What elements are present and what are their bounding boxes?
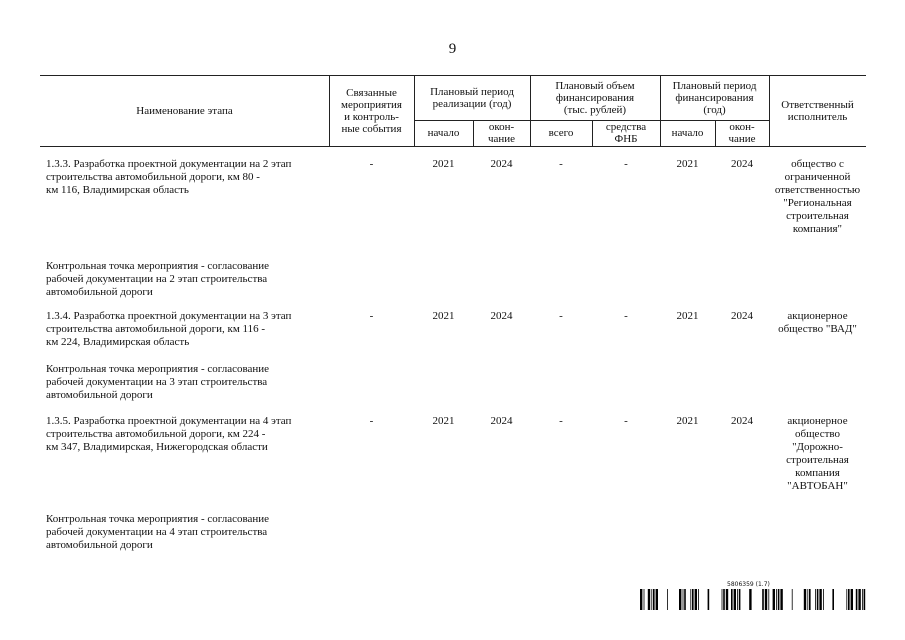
- col-impl-end-header: [473, 120, 530, 146]
- barcode-bar: [734, 589, 736, 610]
- cell-fnb: -: [624, 158, 628, 170]
- barcode-bar: [862, 589, 863, 610]
- stage-name-line: км 116, Владимирская область: [46, 184, 189, 196]
- barcode-bar: [723, 589, 725, 610]
- col-executor-header: [769, 76, 866, 146]
- cell-impl-end: 2024: [490, 158, 513, 170]
- header-line: и контроль-: [344, 111, 399, 123]
- barcode-bar: [726, 589, 728, 610]
- stage-name-line: строительства автомобильной дороги, км 116 -: [46, 323, 266, 335]
- cell-impl-start: 2021: [432, 310, 455, 322]
- page-number: 9: [448, 41, 457, 57]
- header-line: чание: [728, 133, 756, 145]
- barcode-bar: [684, 589, 686, 610]
- header-line: реализации (год): [432, 98, 512, 110]
- barcode-bar: [762, 589, 764, 610]
- col-impl-period-header: [414, 76, 530, 120]
- executor-line: ограниченной: [784, 171, 851, 183]
- checkpoint-line: автомобильной дороги: [46, 389, 153, 401]
- executor-line: строительная: [786, 454, 849, 466]
- header-line: финансирования: [675, 92, 754, 104]
- stage-name-line: 1.3.4. Разработка проектной документации на 3 этап: [46, 310, 292, 322]
- barcode-bar: [851, 589, 853, 610]
- cell-executor: [769, 310, 866, 336]
- barcode-bar: [823, 589, 824, 610]
- cell-total: -: [559, 415, 563, 427]
- cell-fin-end: 2024: [731, 158, 753, 170]
- col-fin-fnb-header: [592, 120, 660, 146]
- barcode-bar: [809, 589, 811, 610]
- barcode-bar: [692, 589, 694, 610]
- barcode-bar: [731, 589, 733, 610]
- barcode-bar: [819, 589, 821, 610]
- barcode-bar: [832, 589, 834, 610]
- cell-impl-start: 2021: [432, 158, 455, 170]
- header-line: средства: [605, 121, 647, 133]
- col-name-header: Наименование этапа: [136, 105, 233, 117]
- cell-related: -: [369, 415, 374, 427]
- executor-line: "Дорожно-: [792, 441, 843, 453]
- col-related-header: [329, 76, 414, 146]
- barcode-bar: [708, 589, 710, 610]
- barcode-bar: [737, 589, 738, 610]
- cell-related: -: [369, 310, 374, 322]
- barcode-bar: [848, 589, 850, 610]
- header-line: финансирования: [555, 92, 635, 104]
- barcode-bar: [640, 589, 642, 610]
- checkpoint: [46, 513, 291, 552]
- barcode-bar: [749, 589, 751, 610]
- checkpoint: [46, 260, 291, 299]
- barcode-bar: [653, 589, 655, 610]
- checkpoint: [46, 363, 291, 402]
- barcode-bar: [739, 589, 741, 610]
- stage-name: [46, 415, 301, 454]
- stage-name: [46, 310, 301, 349]
- executor-line: акционерное: [787, 310, 848, 322]
- header-line: Ответственный: [781, 99, 854, 111]
- checkpoint-line: рабочей документации на 3 этап строительства: [46, 376, 268, 388]
- header-line: Плановый период: [672, 80, 757, 92]
- col-fin-period-header: [660, 76, 769, 120]
- header-line: мероприятия: [341, 99, 402, 111]
- cell-executor: [769, 158, 866, 236]
- col-impl-start-header: начало: [427, 127, 460, 139]
- stage-name-line: строительства автомобильной дороги, км 80 -: [46, 171, 260, 183]
- barcode-bar: [778, 589, 780, 610]
- header-line: (тыс. рублей): [563, 104, 627, 116]
- header-line: окон-: [729, 121, 755, 133]
- barcode-bar: [644, 589, 645, 610]
- checkpoint-line: автомобильной дороги: [46, 539, 153, 551]
- cell-fin-end: 2024: [731, 310, 753, 322]
- barcode-bar: [792, 589, 793, 610]
- executor-line: общество с: [791, 158, 844, 170]
- cell-total: -: [559, 158, 563, 170]
- col-fin-start-header: начало: [671, 127, 704, 139]
- checkpoint-line: рабочей документации на 4 этап строительства: [46, 526, 268, 538]
- barcode-bar: [722, 589, 723, 610]
- barcode-bar: [695, 589, 697, 610]
- barcode-number: 5806359 (1.7): [727, 581, 770, 588]
- barcode-bar: [815, 589, 816, 610]
- header-line: окон-: [488, 121, 515, 133]
- barcode-bar: [858, 589, 860, 610]
- cell-total: -: [559, 310, 563, 322]
- barcode-bar: [690, 589, 691, 610]
- col-fin-total-header: всего: [548, 127, 574, 139]
- cell-fin-start: 2021: [676, 158, 699, 170]
- cell-fin-start: 2021: [676, 310, 699, 322]
- stage-name-line: строительства автомобильной дороги, км 224 -: [46, 428, 266, 440]
- barcode-bar: [667, 589, 668, 610]
- executor-line: "Региональная: [783, 197, 852, 209]
- cell-fnb: -: [624, 415, 628, 427]
- header-line: ФНБ: [614, 133, 638, 145]
- executor-line: общество "ВАД": [778, 323, 857, 335]
- stage-name: [46, 158, 301, 197]
- barcode-bar: [773, 589, 775, 610]
- checkpoint-line: рабочей документации на 2 этап строительства: [46, 273, 268, 285]
- barcode-bar: [768, 589, 769, 610]
- executor-line: строительная: [786, 210, 849, 222]
- barcode-bar: [651, 589, 652, 610]
- header-line: исполнитель: [787, 111, 848, 123]
- stage-name-line: км 224, Владимирская область: [46, 336, 190, 348]
- cell-related: -: [369, 158, 374, 170]
- checkpoint-line: автомобильной дороги: [46, 286, 153, 298]
- cell-fin-start: 2021: [676, 415, 699, 427]
- cell-impl-end: 2024: [490, 310, 513, 322]
- barcode: [640, 589, 866, 610]
- cell-executor: [769, 415, 866, 493]
- barcode-bar: [765, 589, 767, 610]
- checkpoint-line: Контрольная точка мероприятия - согласование: [46, 363, 270, 375]
- cell-fin-end: 2024: [731, 415, 753, 427]
- stage-name-line: 1.3.3. Разработка проектной документации на 2 этап: [46, 158, 292, 170]
- barcode-bar: [864, 589, 866, 610]
- header-line: ные события: [341, 123, 402, 135]
- barcode-bar: [776, 589, 777, 610]
- header-line: Связанные: [346, 87, 397, 99]
- executor-line: "АВТОБАН": [787, 480, 848, 492]
- stage-name-line: 1.3.5. Разработка проектной документации на 4 этап: [46, 415, 292, 427]
- executor-line: общество: [794, 428, 841, 440]
- col-fin-volume-header: [530, 76, 660, 120]
- executor-line: ответственностью: [774, 184, 861, 196]
- cell-fnb: -: [624, 310, 628, 322]
- barcode-bar: [683, 589, 684, 610]
- col-fin-end-header: [715, 120, 769, 146]
- barcode-bar: [679, 589, 681, 610]
- header-line: (год): [703, 104, 726, 116]
- executor-line: компания": [792, 223, 843, 235]
- header-line: чание: [487, 133, 516, 145]
- barcode-bar: [807, 589, 808, 610]
- executor-line: акционерное: [787, 415, 848, 427]
- barcode-bar: [698, 589, 699, 610]
- table-header: [40, 75, 866, 147]
- checkpoint-line: Контрольная точка мероприятия - согласование: [46, 513, 270, 525]
- barcode-bar: [817, 589, 819, 610]
- header-line: Плановый объем: [555, 80, 635, 92]
- barcode-bar: [804, 589, 806, 610]
- checkpoint-line: Контрольная точка мероприятия - согласование: [46, 260, 270, 272]
- cell-impl-start: 2021: [432, 415, 455, 427]
- barcode-bar: [856, 589, 858, 610]
- executor-line: компания: [795, 467, 840, 479]
- header-line: Плановый период: [430, 86, 514, 98]
- barcode-bar: [648, 589, 650, 610]
- cell-impl-end: 2024: [490, 415, 513, 427]
- barcode-bar: [780, 589, 782, 610]
- barcode-bar: [846, 589, 847, 610]
- stage-name-line: км 347, Владимирская, Нижегородская области: [46, 441, 268, 453]
- barcode-bar: [656, 589, 658, 610]
